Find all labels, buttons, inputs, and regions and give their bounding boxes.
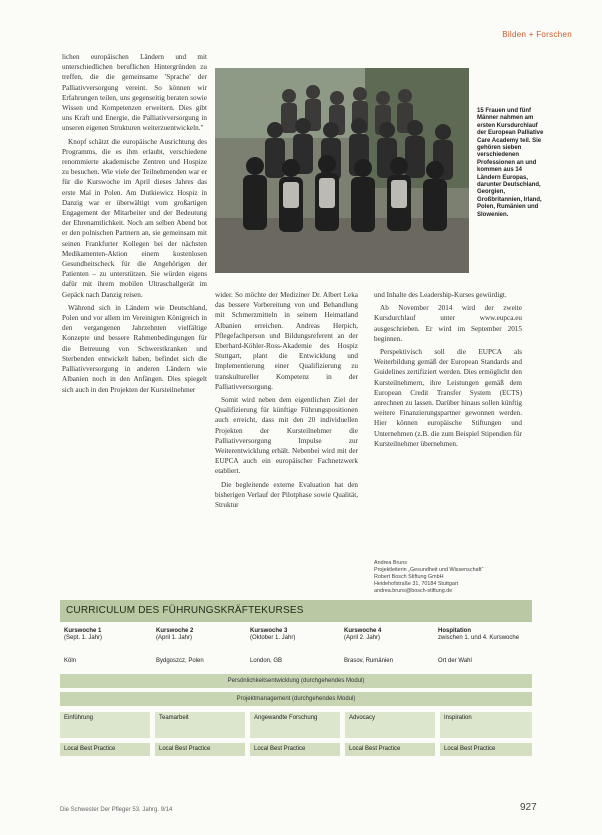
week-date: (April 2. Jahr) (344, 635, 381, 642)
practice-cell: Local Best Practice (155, 743, 245, 756)
module-cell: Teamarbeit (155, 712, 245, 738)
footer-journal: Die Schwester Der Pfleger 53. Jahrg. 9/14 (60, 807, 173, 813)
week-location: London, GB (250, 658, 283, 664)
author-org: Robert Bosch Stiftung GmbH (374, 574, 444, 580)
paragraph: Knopf schätzt die europäische Ausrichtung des Programms, die es ihm erlaubt, verschiedene renommierte akademische Zentren und Hospize zu besuchen. Wie viele der Teilnehmenden war er für die Kurswoche im April dieses Jahres das erste Mal in Polen. Am Dutkiewicz Hospiz in Danzig war er überwältigt vom großartigen Engagement der Mitarbeiter und der Bedeutung der Ehrenamtlichkeit. Noch am selben Abend bot er den polnischen Partnern an, sie gemeinsam mit seinen Frankfurter Kollegen bei der nächsten Medikamenten-Aktion einem kostenlosen Gesundheitscheck für die Angehörigen der Patienten – zu unterstützen. Sie würden eigens dafür mit ihrem mobilen Ultraschallgerät im Gepäck nach Danzig reisen. (62, 137, 207, 299)
curriculum-title: CURRICULUM DES FÜHRUNGSKRÄFTEKURSES (60, 600, 532, 622)
week-date: (Oktober 1. Jahr) (250, 635, 296, 642)
section-label: Bilden + Forschen (502, 30, 572, 39)
group-photo (215, 68, 469, 273)
paragraph: Die begleitende externe Evaluation hat den bisherigen Verlauf der Pilotphase sowie Qualität, Struktur (215, 480, 358, 510)
week-title: Kurswoche 2 (156, 628, 194, 634)
week-location: Köln (64, 658, 77, 664)
module-bar-personality: Persönlichkeitsentwicklung (durchgehendes Modul) (60, 674, 532, 688)
author-street: Heidehofstraße 31, 70184 Stuttgart (374, 581, 459, 587)
author-address (374, 560, 524, 595)
module-bar-project: Projektmanagement (durchgehendes Modul) (60, 692, 532, 706)
week-location: Ort der Wahl (438, 658, 472, 664)
paragraph: lichen europäischen Ländern und mit unterschiedlichen beruflichen Hintergründen zu treffen, die die gemeinsame 'Sprache' der Palliativversorgung vereint. So können wir Erfahrungen teilen, uns gegenseitig beraten sowie Wissen und Kompetenzen erweitern. Dies gibt uns Kraft und Energie, die Palliativversorgung in unseren eigenen Strukturen weiterzuentwickeln." (62, 53, 207, 133)
paragraph: Ab November 2014 wird der zweite Kursdurchlauf unter www.eupca.eu ausgeschrieben. Er wird im September 2015 beginnen. (374, 304, 522, 343)
week-title: Kurswoche 3 (250, 628, 288, 634)
course-week-2 (156, 628, 244, 664)
paragraph: und Inhalte des Leadership-Kurses gewürdigt. (374, 291, 507, 299)
hospitation (438, 628, 526, 664)
paragraph: wider. So möchte der Mediziner Dr. Albert Leka das bessere Vorbereitung von und Behandlung mit Schmerzmitteln in seinem Heimatland Albanien erreichen. Andreas Herpich, Pflegefachperson und Bildungsreferent an der Eberhard-Köhler-Ross-Akademie des Hospiz Stuttgart, plant die Entwicklung und Implementierung einer Qualifizierung zu transkultureller Kompetenz in der Palliativversorgung. (215, 291, 358, 391)
paragraph: Perspektivisch soll die EUPCA als Weiterbildung gemäß der European Standards and Guidelines zertifiziert werden. Dies ermöglicht den Kursteilnehmern, ihre Leistungen gemäß dem European Credit Transfer System (ECTS) anrechnen zu lassen. Darüber hinaus sollen künftig weitere Finanzierungspartner gewonnen werden. Hier können europäische Stiftungen und Unternehmen (z.B. die zum Beispiel Stipendien für Kursteilnehmer übernehmen. (374, 348, 522, 448)
week-date: (Sept. 1. Jahr) (64, 635, 103, 642)
course-week-1 (64, 628, 152, 664)
course-week-4 (344, 628, 432, 664)
week-title: Hospitation (438, 628, 471, 634)
text-column-3 (374, 290, 522, 560)
curriculum-box (60, 600, 532, 800)
page-number: 927 (520, 802, 537, 813)
paragraph: Somit wird neben dem eigentlichen Ziel der Qualifizierung für künftige Führungspositionen auch erreicht, dass mit den 20 individuellen Projekten der Kursteilnehmer die Palliativversorgung Impulse zur Weiterentwicklung erhält. Nebenbei wird mit der EUPCA auch ein europäischer Fachnetzwerk etabliert. (215, 396, 358, 476)
practice-cell: Local Best Practice (250, 743, 340, 756)
module-cell: Advocacy (345, 712, 435, 738)
author-name: Andrea Bruns (374, 560, 407, 566)
week-date: (April 1. Jahr) (156, 635, 193, 642)
practice-cell: Local Best Practice (440, 743, 532, 756)
week-location: Bydgoszcz, Polen (156, 658, 204, 664)
text-column-1 (62, 52, 207, 592)
paragraph: Während sich in Ländern wie Deutschland, Polen und vor allem im Vereinigten Königreich in den vergangenen Jahrzehnten vielfältige Konzepte und bessere Rahmenbedingungen für die Betreuung von Schwerstkranken und Sterbenden entwickelt haben, befindet sich die Palliativversorgung in anderen Ländern wie Albanien noch in den Anfängen. Dies spiegelt sich auch in den Projekten der Kursteilnehmer (62, 303, 207, 394)
week-title: Kurswoche 1 (64, 628, 102, 634)
text-column-2 (215, 290, 358, 590)
practice-cell: Local Best Practice (60, 743, 150, 756)
course-week-3 (250, 628, 338, 664)
photo-caption: 15 Frauen und fünf Männer nahmen am ersten Kursdurchlauf der European Palliative Care Academy teil. Sie gehören sieben verschiedenen Professionen an und kommen aus 14 Ländern Europas, darunter Deutschland, Georgien, Großbritannien, Irland, Polen, Rumänien und Slowenien. (477, 108, 544, 218)
author-email: andrea.bruns@bosch-stiftung.de (374, 588, 453, 594)
week-date: zwischen 1. und 4. Kurswoche (438, 635, 520, 642)
module-cell: Angewandte Forschung (250, 712, 340, 738)
practice-cell: Local Best Practice (345, 743, 435, 756)
week-title: Kurswoche 4 (344, 628, 382, 634)
author-role: Projektleiterin „Gesundheit und Wissenschaft“ (374, 567, 484, 573)
module-cell: Inspiration (440, 712, 532, 738)
module-cell: Einführung (60, 712, 150, 738)
week-location: Brasov, Rumänien (344, 658, 393, 664)
